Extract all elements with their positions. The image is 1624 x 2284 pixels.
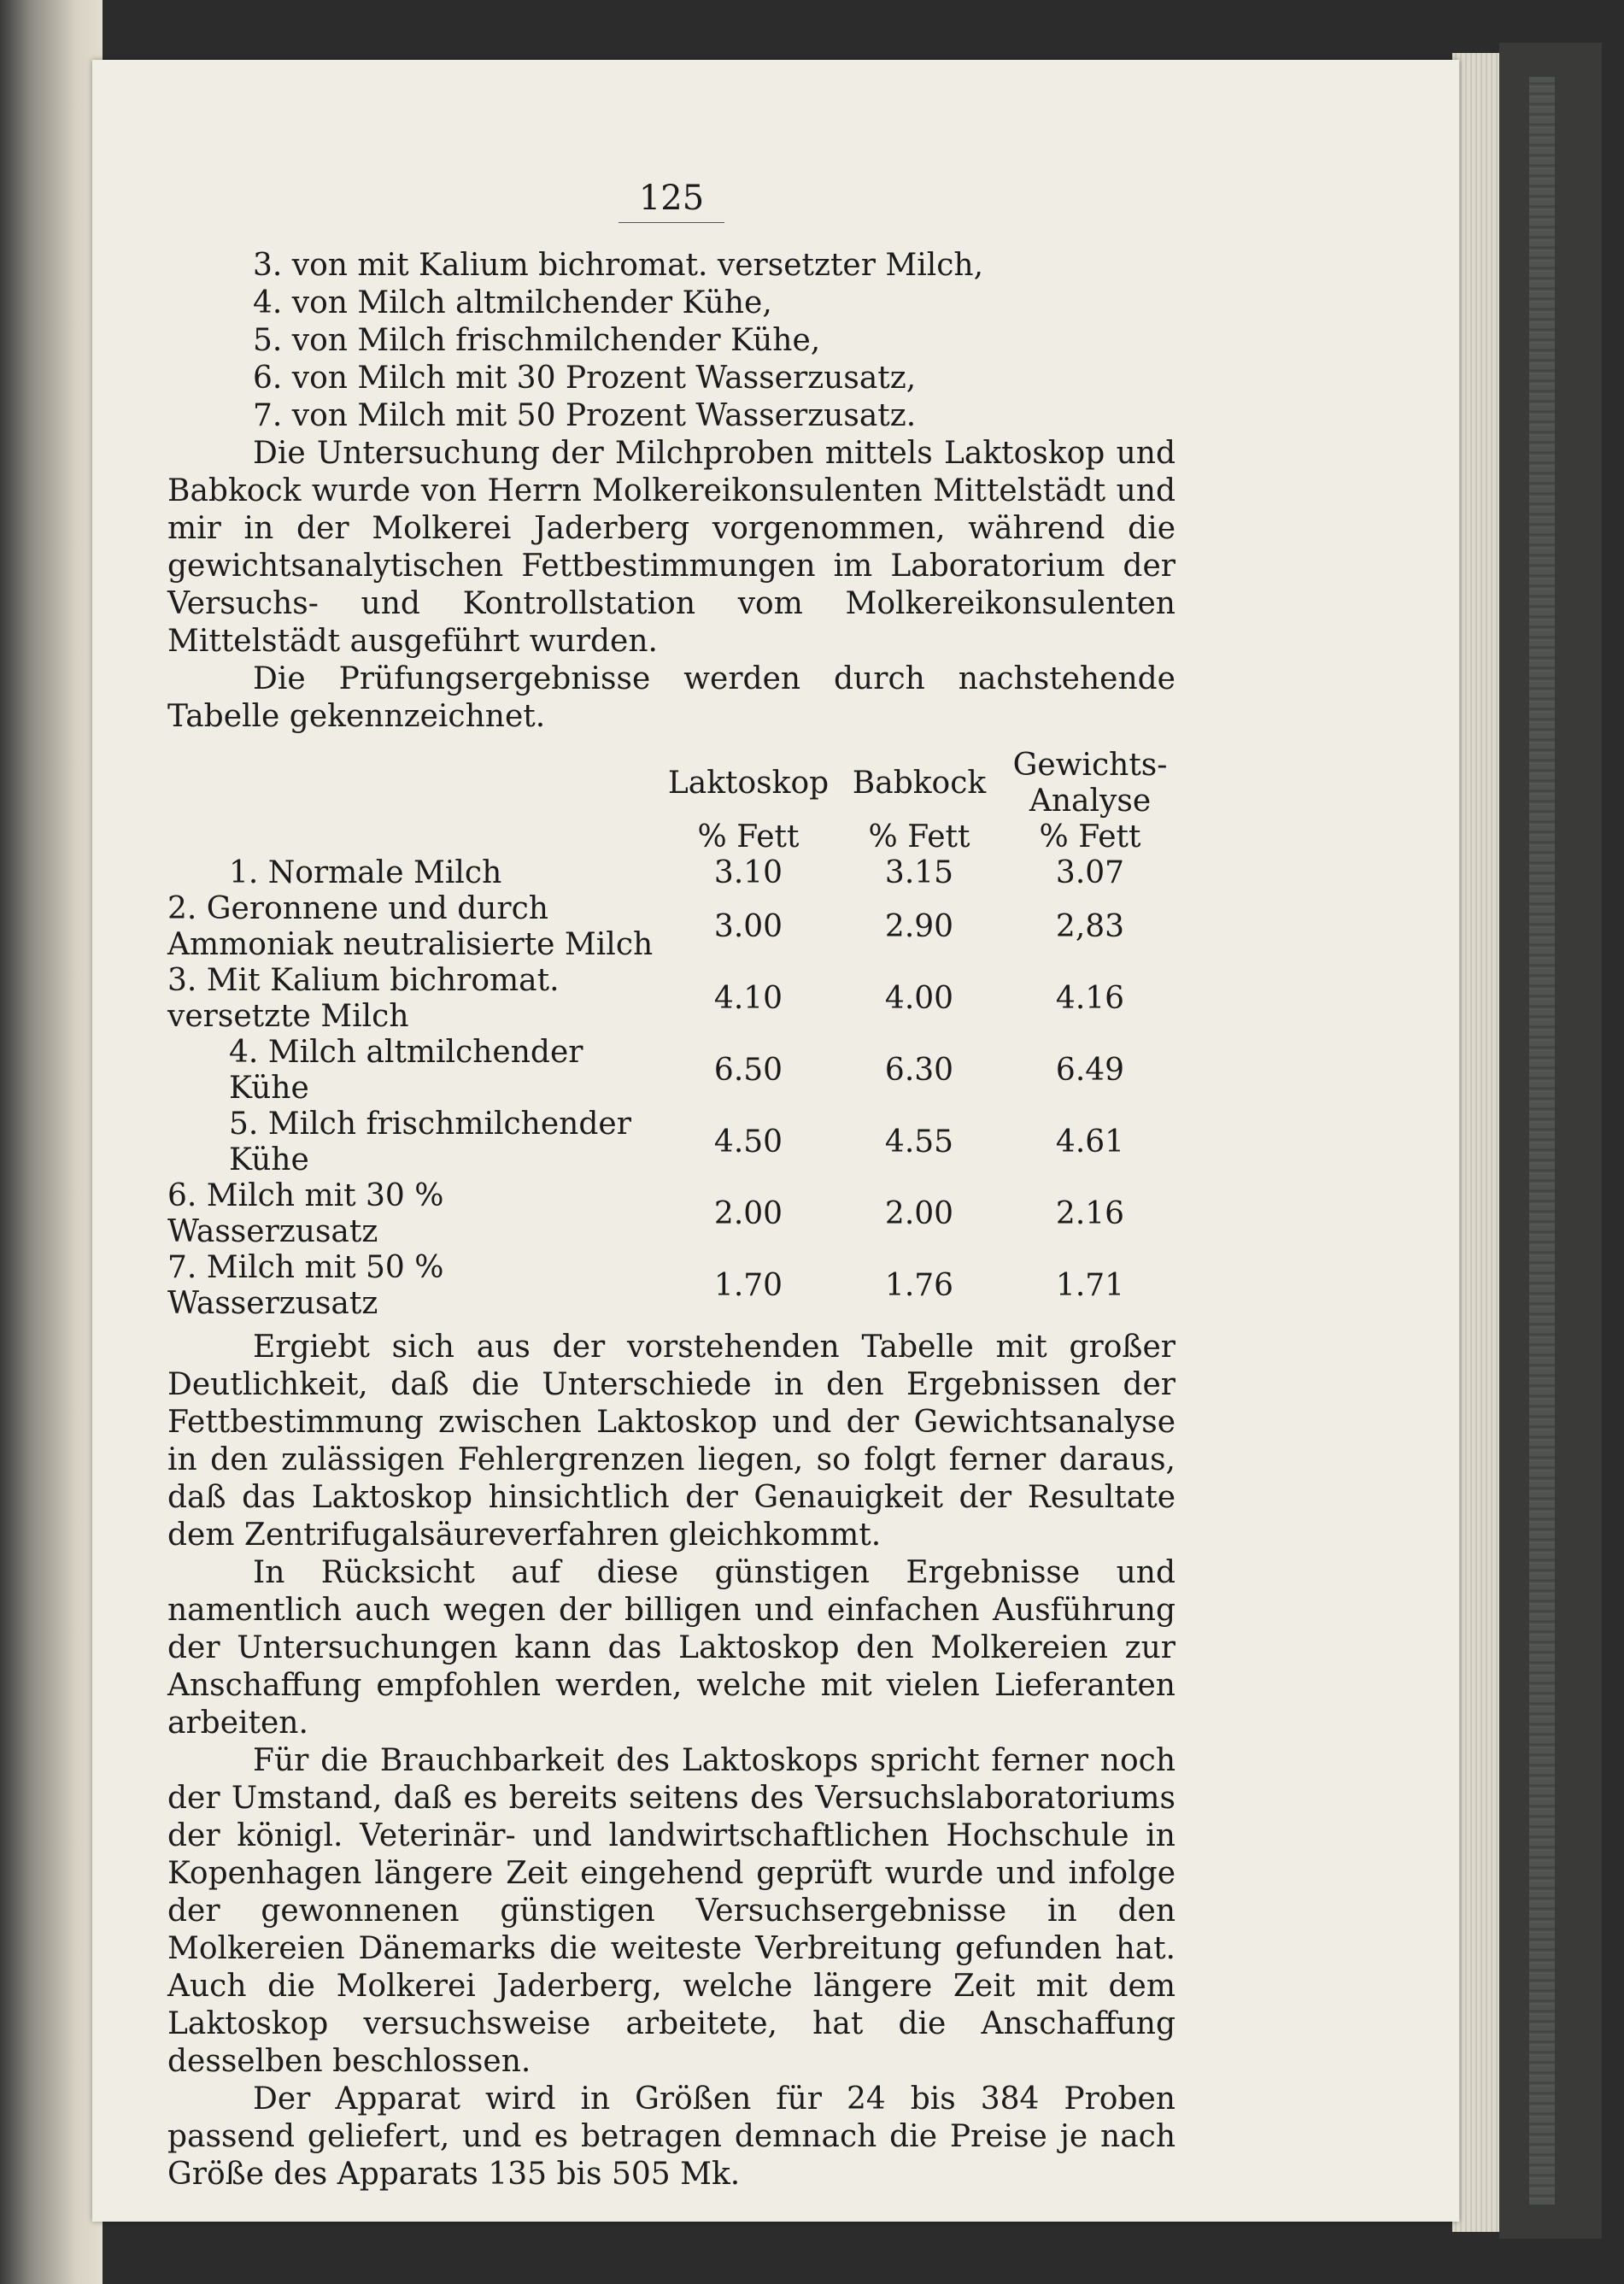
table-cell: 1.76 <box>884 1268 954 1303</box>
table-cell: 1.71 <box>1055 1268 1125 1303</box>
table-cell: 4.10 <box>713 981 783 1016</box>
paragraph: Die Untersuchung der Milchproben mittels Laktoskop und Babkock wurde von Herrn Molkereikonsulenten Mittelstädt und mir in der Molkerei Jaderberg vorgenommen, während die gewichtsanalytischen Fettbestimmungen im Laboratorium der Versuchs- und Kontrollstation vom Molkereikonsulenten Mittelstädt ausgeführt wurden. <box>167 436 1175 659</box>
table-cell: 6.49 <box>1055 1053 1125 1088</box>
table-cell: 3.00 <box>713 909 783 944</box>
table-row <box>167 1035 1175 1107</box>
table-cell: 4.16 <box>1055 981 1125 1016</box>
table-cell: 2,83 <box>1055 909 1125 944</box>
page-number: 125 <box>167 179 1175 223</box>
row-label: 1. Normale Milch <box>229 855 502 890</box>
table-row <box>167 855 1175 891</box>
table-cell: 2.00 <box>884 1196 954 1231</box>
list-item: 6. von Milch mit 30 Prozent Wasserzusatz, <box>253 361 917 396</box>
row-label: 6. Milch mit 30 % Wasserzusatz <box>167 1178 444 1249</box>
table-cell: 3.07 <box>1055 855 1125 890</box>
page-edges <box>1452 53 1499 2232</box>
row-label: 7. Milch mit 50 % Wasserzusatz <box>167 1250 444 1321</box>
row-label: 5. Milch frischmilchender Kühe <box>229 1107 631 1177</box>
list-item: 5. von Milch frischmilchender Kühe, <box>253 323 821 358</box>
column-header: Gewichts-Analyse <box>1012 748 1168 819</box>
table-unit-row <box>167 819 1175 855</box>
table-cell: 2.90 <box>884 909 954 944</box>
list-item: 4. von Milch altmilchender Kühe, <box>253 285 772 320</box>
table-cell: 4.50 <box>713 1124 783 1160</box>
table-row <box>167 891 1175 963</box>
table-cell: 6.50 <box>713 1053 783 1088</box>
table-row <box>167 1178 1175 1250</box>
paragraph: Ergiebt sich aus der vorstehenden Tabelle mit großer Deutlichkeit, daß die Unterschiede in den Ergebnissen der Fettbestimmung zwischen Laktoskop und der Gewichtsanalyse in den zulässigen Fehlergrenzen liegen, so folgt ferner daraus, daß das Laktoskop hinsichtlich der Genauigkeit der Resultate dem Zentrifugalsäureverfahren gleichkommt. <box>167 1330 1175 1553</box>
results-table <box>167 748 1175 1322</box>
paragraph: Die Prüfungsergebnisse werden durch nachstehende Tabelle gekennzeichnet. <box>167 661 1175 734</box>
page-content <box>167 179 1175 2193</box>
row-label: 2. Geronnene und durch Ammoniak neutralisierte Milch <box>167 891 654 962</box>
book-cover-edge <box>1529 77 1555 2205</box>
table-header-row <box>167 748 1175 819</box>
unit-label: % Fett <box>868 819 970 854</box>
paragraph: Für die Brauchbarkeit des Laktoskops spricht ferner noch der Umstand, daß es bereits seitens des Versuchslaboratoriums der königl. Veterinär- und landwirtschaftlichen Hochschule in Kopenhagen längere Zeit eingehend geprüft wurde und infolge der gewonnenen günstigen Versuchsergebnisse in den Molkereien Dänemarks die weiteste Verbreitung gefunden hat. Auch die Molkerei Jaderberg, welche längere Zeit mit dem Laktoskop versuchsweise arbeitete, hat die Anschaffung desselben beschlossen. <box>167 1743 1175 2079</box>
sample-list <box>167 247 1175 435</box>
table-cell: 3.15 <box>884 855 954 890</box>
table-row <box>167 963 1175 1035</box>
table-cell: 4.55 <box>884 1124 954 1160</box>
table-cell: 6.30 <box>884 1053 954 1088</box>
list-item: 7. von Milch mit 50 Prozent Wasserzusatz. <box>253 398 917 433</box>
column-header: Babkock <box>852 766 987 801</box>
table-row <box>167 1107 1175 1178</box>
column-header: Laktoskop <box>667 766 830 801</box>
table-cell: 4.61 <box>1055 1124 1125 1160</box>
table-cell: 4.00 <box>884 981 954 1016</box>
table-cell: 1.70 <box>713 1268 783 1303</box>
table-cell: 2.00 <box>713 1196 783 1231</box>
table-row <box>167 1250 1175 1322</box>
row-label: 4. Milch altmilchender Kühe <box>229 1035 583 1106</box>
table-cell: 2.16 <box>1055 1196 1125 1231</box>
facing-page-edge <box>0 0 103 2284</box>
unit-label: % Fett <box>1039 819 1141 854</box>
unit-label: % Fett <box>697 819 800 854</box>
row-label: 3. Mit Kalium bichromat. versetzte Milch <box>167 963 560 1034</box>
list-item: 3. von mit Kalium bichromat. versetzter Milch, <box>253 248 984 283</box>
table-cell: 3.10 <box>713 855 783 890</box>
paragraph: Der Apparat wird in Größen für 24 bis 384 Proben passend geliefert, und es betragen demnach die Preise je nach Größe des Apparats 135 bis 505 Mk. <box>167 2081 1175 2192</box>
paragraph: In Rücksicht auf diese günstigen Ergebnisse und namentlich auch wegen der billigen und einfachen Ausführung der Untersuchungen kann das Laktoskop den Molkereien zur Anschaffung empfohlen werden, welche mit vielen Lieferanten arbeiten. <box>167 1555 1175 1741</box>
